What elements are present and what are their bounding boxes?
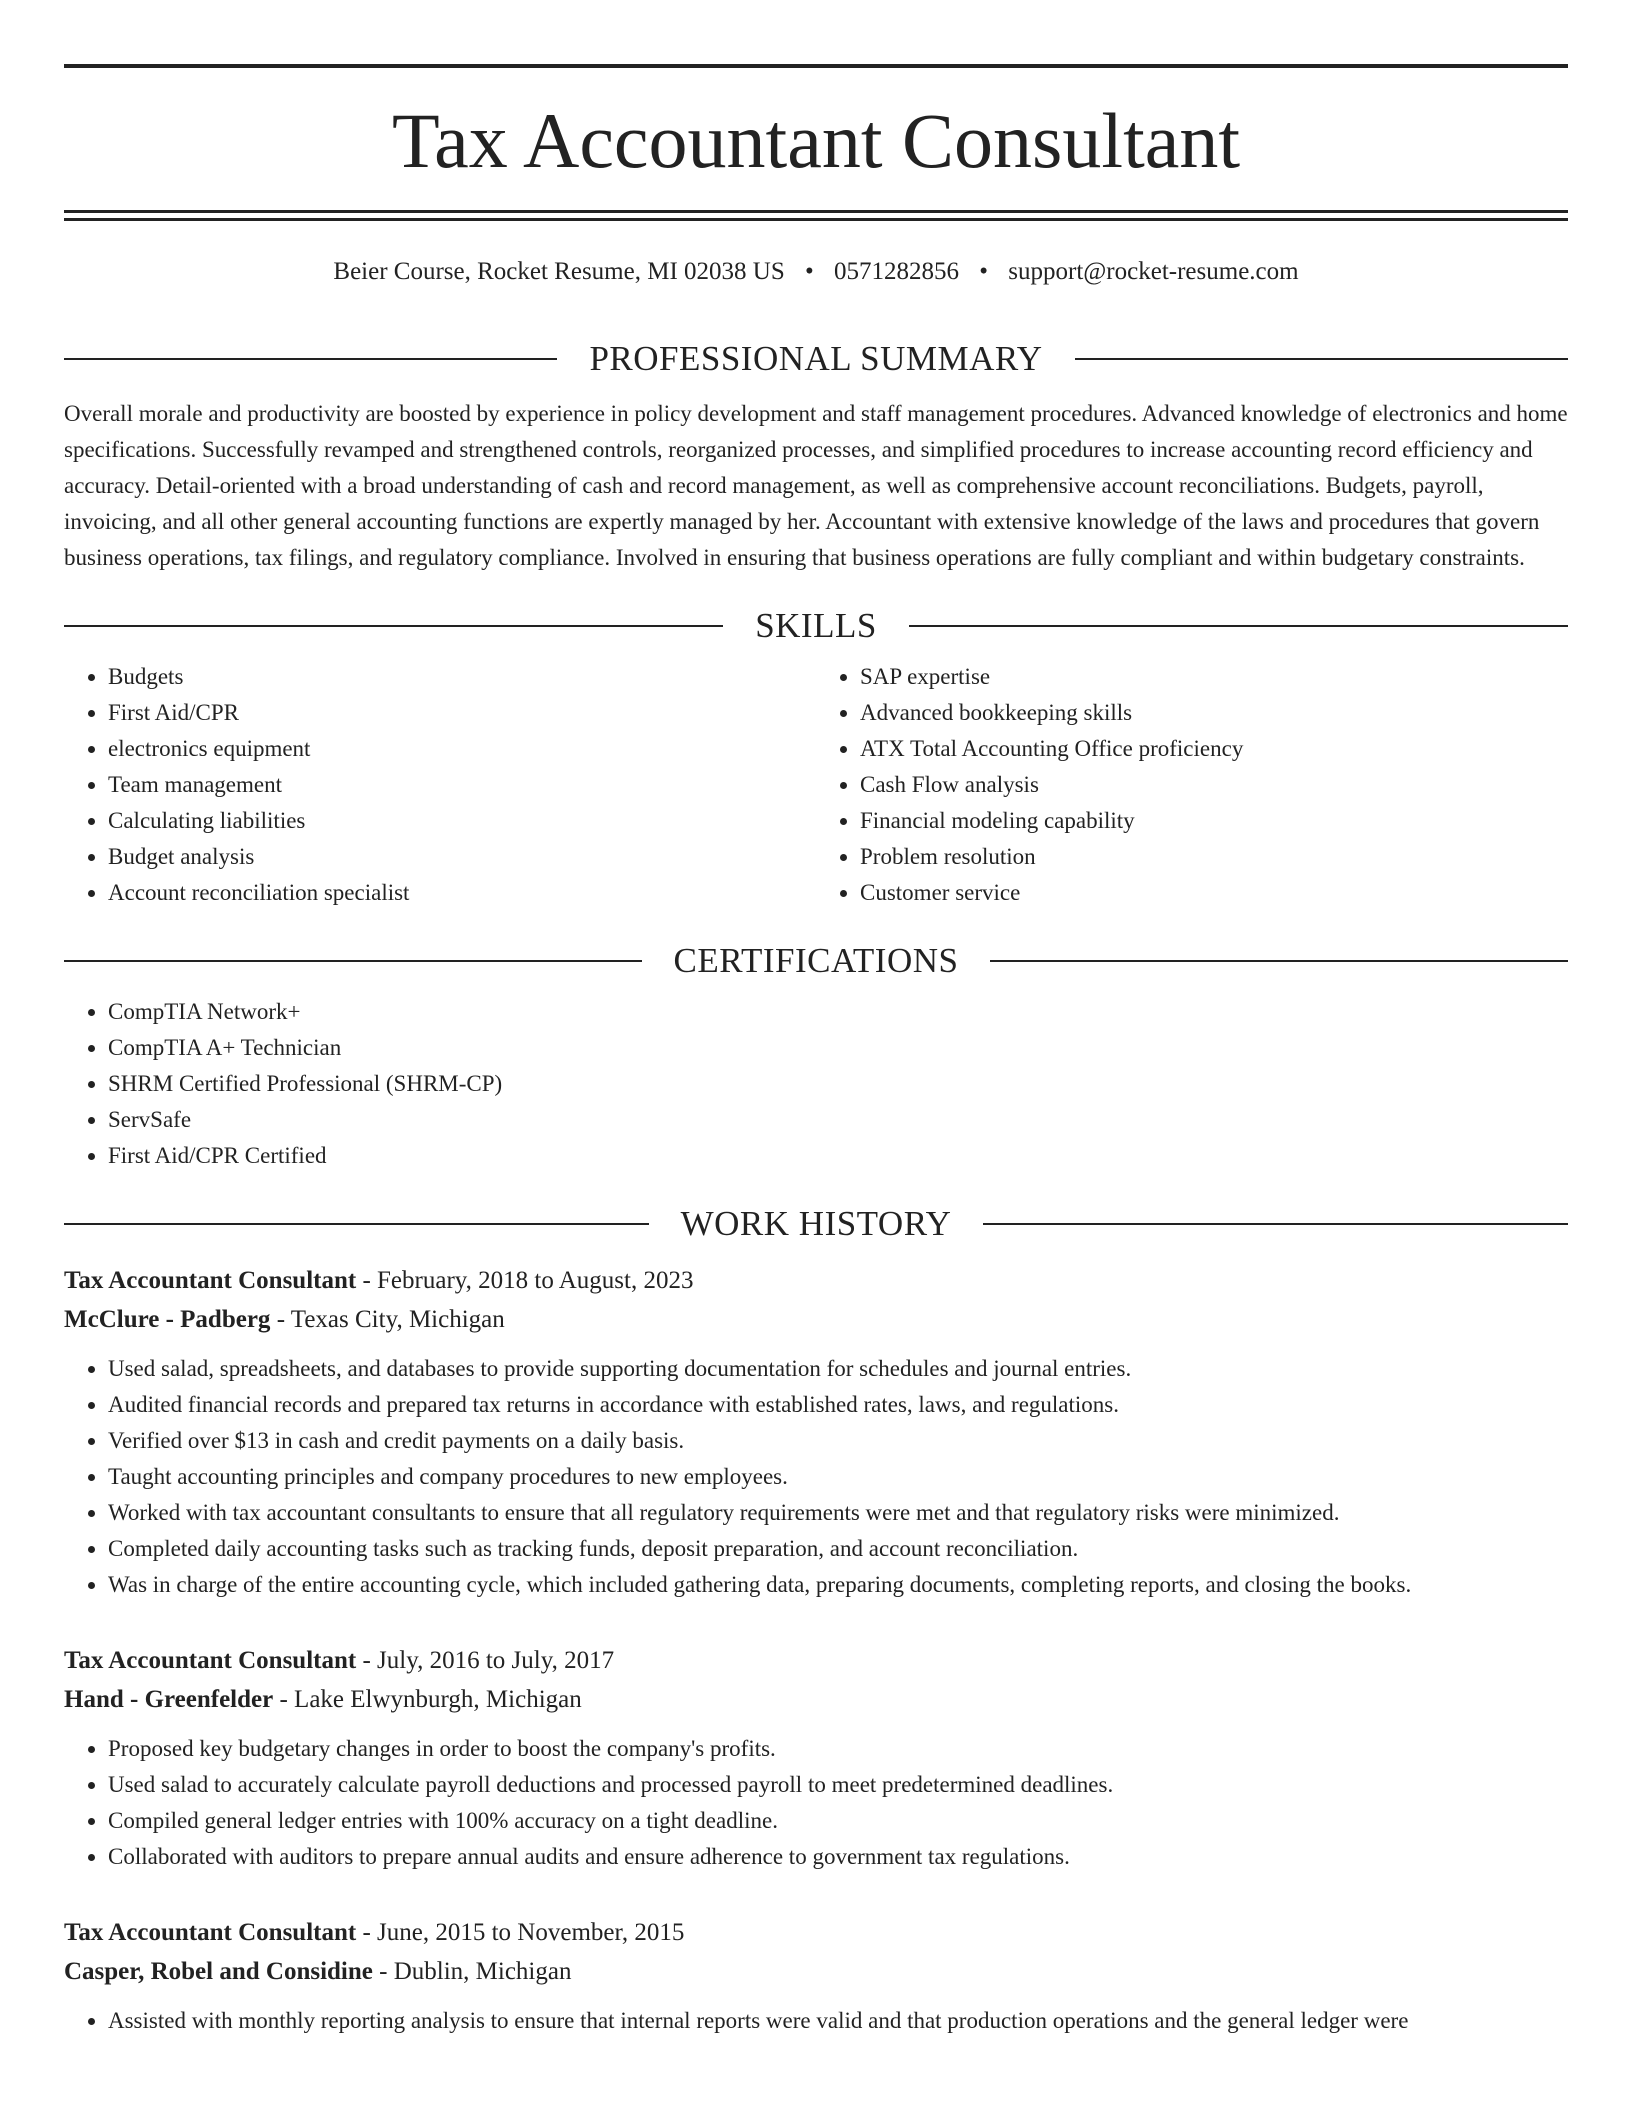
certifications-list (64, 994, 1568, 1174)
work-history-list (64, 1261, 1568, 2039)
job-dates: - July, 2016 to July, 2017 (356, 1647, 615, 1674)
skill-item: • Team management (108, 767, 816, 803)
certification-item: • CompTIA Network+ (108, 994, 1568, 1030)
title-double-rule (64, 210, 1568, 221)
skill-item: • ATX Total Accounting Office proficiency (860, 731, 1568, 767)
job-entry (64, 1261, 1568, 1603)
divider-line (64, 1223, 649, 1225)
section-title: CERTIFICATIONS (673, 941, 959, 980)
skill-item: • Account reconciliation specialist (108, 875, 816, 911)
section-title: PROFESSIONAL SUMMARY (589, 339, 1043, 378)
section-header-work (64, 1206, 1568, 1241)
skills-column-right (816, 659, 1568, 911)
job-company-line (64, 1300, 1568, 1339)
contact-separator: • (805, 258, 814, 285)
skill-item: • First Aid/CPR (108, 695, 816, 731)
contact-line (64, 257, 1568, 287)
contact-separator: • (979, 258, 989, 285)
job-location: - Dublin, Michigan (372, 1958, 572, 1985)
job-entry (64, 1913, 1568, 2039)
top-rule (64, 64, 1568, 68)
contact-email[interactable]: support@rocket-resume.com (1008, 258, 1299, 285)
job-bullet: • Compiled general ledger entries with 100% accuracy on a tight deadline. (108, 1803, 1568, 1839)
divider-line (983, 1223, 1568, 1225)
job-company-line (64, 1680, 1568, 1719)
skill-item: • Calculating liabilities (108, 803, 816, 839)
divider-line (1075, 358, 1568, 360)
job-bullet: • Completed daily accounting tasks such as tracking funds, deposit preparation, and account reconciliation. (108, 1531, 1568, 1567)
job-bullet: • Audited financial records and prepared tax returns in accordance with established rates, laws, and regulations. (108, 1387, 1568, 1423)
certification-item: • CompTIA A+ Technician (108, 1030, 1568, 1066)
job-bullet: • Proposed key budgetary changes in order to boost the company's profits. (108, 1731, 1568, 1767)
job-dates: - June, 2015 to November, 2015 (356, 1919, 685, 1946)
job-entry (64, 1641, 1568, 1875)
section-title: WORK HISTORY (680, 1204, 952, 1243)
certification-item: • First Aid/CPR Certified (108, 1138, 1568, 1174)
skill-item: • electronics equipment (108, 731, 816, 767)
section-header-certifications (64, 943, 1568, 978)
job-title: Tax Accountant Consultant (64, 1267, 357, 1294)
job-company: McClure - Padberg (64, 1306, 271, 1333)
resume-page (64, 0, 1568, 2039)
job-location: - Lake Elwynburgh, Michigan (273, 1686, 582, 1713)
job-title: Tax Accountant Consultant (64, 1919, 357, 1946)
resume-title: Tax Accountant Consultant (391, 97, 1241, 184)
skill-item: • Customer service (860, 875, 1568, 911)
section-header-skills (64, 608, 1568, 643)
skill-item: • Budgets (108, 659, 816, 695)
skill-item: • Cash Flow analysis (860, 767, 1568, 803)
divider-line (64, 960, 642, 962)
job-bullet: • Verified over $13 in cash and credit payments on a daily basis. (108, 1423, 1568, 1459)
job-bullets (64, 2003, 1568, 2039)
job-company: Hand - Greenfelder (64, 1686, 274, 1713)
job-bullet: • Used salad to accurately calculate payroll deductions and processed payroll to meet predetermined deadlines. (108, 1767, 1568, 1803)
certification-item: • SHRM Certified Professional (SHRM-CP) (108, 1066, 1568, 1102)
job-location: - Texas City, Michigan (270, 1306, 505, 1333)
skills-column-left (64, 659, 816, 911)
certification-item: • ServSafe (108, 1102, 1568, 1138)
skill-item: • SAP expertise (860, 659, 1568, 695)
section-title: SKILLS (755, 606, 877, 645)
skills-list-right (816, 659, 1568, 911)
job-title-line (64, 1641, 1568, 1680)
summary-text: Overall morale and productivity are boosted by experience in policy development and staff management procedures. Advanced knowledge of electronics and home specifications. Successfully revamped and strengthened controls, reorganized processes, and simplified procedures to increase accounting record efficiency and accuracy. Detail-oriented with a broad understanding of cash and record management, as well as comprehensive account reconciliations. Budgets, payroll, invoicing, and all other general accounting functions are expertly managed by her. Accountant with extensive knowledge of the laws and procedures that govern business operations, tax filings, and regulatory compliance. Involved in ensuring that business operations are fully compliant and within budgetary constraints. (64, 401, 1568, 570)
job-bullets (64, 1351, 1568, 1603)
section-header-summary (64, 341, 1568, 376)
job-bullet: • Used salad, spreadsheets, and databases to provide supporting documentation for schedules and journal entries. (108, 1351, 1568, 1387)
skills-columns (64, 659, 1568, 911)
contact-phone: 0571282856 (834, 258, 960, 285)
job-company: Casper, Robel and Considine (64, 1958, 373, 1985)
job-title-line (64, 1261, 1568, 1300)
job-bullet: • Was in charge of the entire accounting cycle, which included gathering data, preparing documents, completing reports, and closing the books. (108, 1567, 1568, 1603)
job-bullet: • Worked with tax accountant consultants to ensure that all regulatory requirements were met and that regulatory risks were minimized. (108, 1495, 1568, 1531)
divider-line (64, 358, 557, 360)
job-bullet: • Assisted with monthly reporting analysis to ensure that internal reports were valid and that production operations and the general ledger were (108, 2003, 1568, 2039)
job-bullets (64, 1731, 1568, 1875)
skill-item: • Advanced bookkeeping skills (860, 695, 1568, 731)
divider-line (909, 625, 1568, 627)
contact-address: Beier Course, Rocket Resume, MI 02038 US (333, 258, 785, 285)
job-dates: - February, 2018 to August, 2023 (356, 1267, 694, 1294)
job-bullet: • Taught accounting principles and company procedures to new employees. (108, 1459, 1568, 1495)
skills-list-left (64, 659, 816, 911)
job-company-line (64, 1952, 1568, 1991)
job-title-line (64, 1913, 1568, 1952)
skill-item: • Financial modeling capability (860, 803, 1568, 839)
job-title: Tax Accountant Consultant (64, 1647, 357, 1674)
skill-item: • Problem resolution (860, 839, 1568, 875)
divider-line (990, 960, 1568, 962)
divider-line (64, 625, 723, 627)
skill-item: • Budget analysis (108, 839, 816, 875)
job-bullet: • Collaborated with auditors to prepare annual audits and ensure adherence to government tax regulations. (108, 1839, 1568, 1875)
